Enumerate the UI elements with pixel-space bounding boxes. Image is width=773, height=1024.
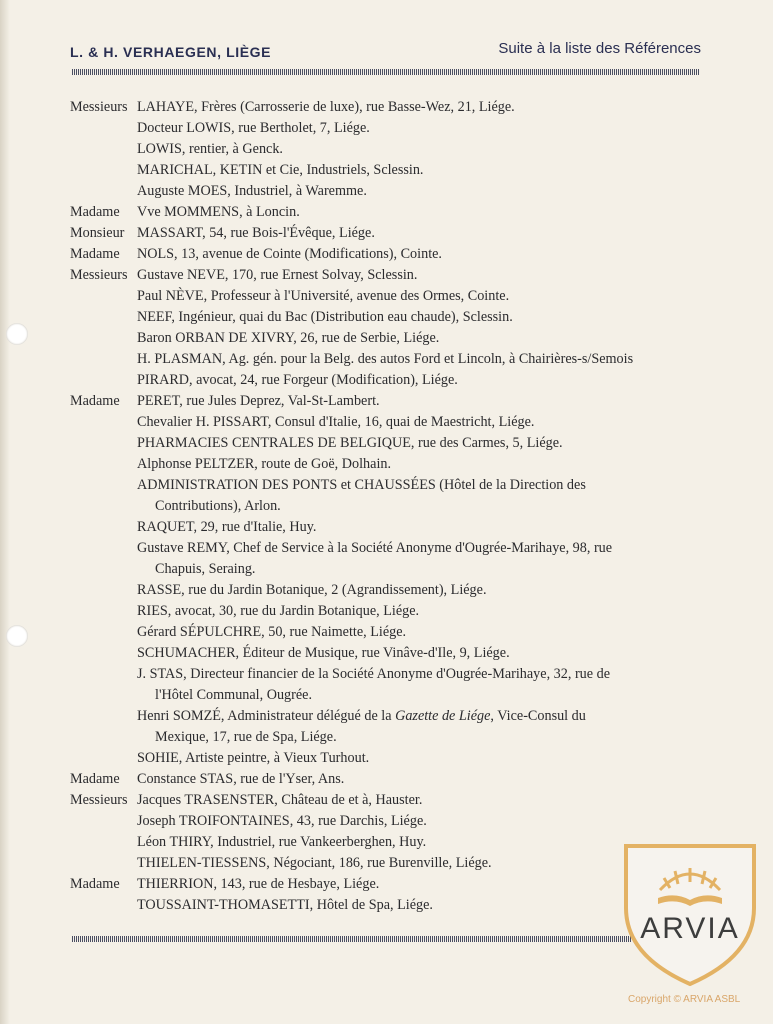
entry-salutation: Madame (70, 876, 120, 892)
reference-entry (70, 265, 702, 286)
entry-text: TOUSSAINT-THOMASETTI, Hôtel de Spa, Liége. (137, 897, 433, 913)
entry-text: PIRARD, avocat, 24, rue Forgeur (Modification), Liége. (137, 372, 458, 388)
entry-text: MASSART, 54, rue Bois-l'Évêque, Liége. (137, 225, 375, 241)
entry-text: ADMINISTRATION DES PONTS et CHAUSSÉES (Hôtel de la Direction des (137, 477, 586, 493)
reference-entry (70, 328, 702, 349)
bottom-rule (72, 936, 632, 942)
reference-entry (70, 769, 702, 790)
entry-text (137, 706, 702, 727)
entry-italic-title: Gazette de Liége (395, 708, 491, 724)
reference-entry (70, 97, 702, 118)
reference-entry (70, 181, 702, 202)
entry-text: PHARMACIES CENTRALES DE BELGIQUE, rue des Carmes, 5, Liége. (137, 435, 563, 451)
entry-text: Joseph TROIFONTAINES, 43, rue Darchis, Liége. (137, 813, 427, 829)
reference-entry (70, 748, 702, 769)
reference-entry (70, 895, 702, 916)
reference-entry (70, 223, 702, 244)
entry-salutation: Monsieur (70, 225, 125, 241)
copyright-notice: Copyright © ARVIA ASBL (628, 994, 741, 1005)
reference-entry (70, 139, 702, 160)
references-list (70, 97, 702, 916)
entry-text: Gustave NEVE, 170, rue Ernest Solvay, Sclessin. (137, 267, 418, 283)
entry-text: Chevalier H. PISSART, Consul d'Italie, 16, quai de Maestricht, Liége. (137, 414, 535, 430)
reference-entry (70, 307, 702, 328)
reference-entry (70, 160, 702, 181)
entry-text: THIELEN-TIESSENS, Négociant, 186, rue Burenville, Liége. (137, 855, 492, 871)
reference-entry (70, 118, 702, 139)
entry-text: J. STAS, Directeur financier de la Société Anonyme d'Ougrée-Marihaye, 32, rue de (137, 666, 610, 682)
entry-text: Paul NÈVE, Professeur à l'Université, avenue des Ormes, Cointe. (137, 288, 510, 304)
reference-entry (70, 538, 702, 580)
entry-text: NOLS, 13, avenue de Cointe (Modifications), Cointe. (137, 246, 442, 262)
entry-text: SOHIE, Artiste peintre, à Vieux Turhout. (137, 750, 370, 766)
reference-entry (70, 454, 702, 475)
entry-text: PERET, rue Jules Deprez, Val-St-Lambert. (137, 393, 380, 409)
reference-entry (70, 790, 702, 811)
entry-text: Baron ORBAN DE XIVRY, 26, rue de Serbie, Liége. (137, 330, 440, 346)
reference-entry (70, 811, 702, 832)
entry-text: Gérard SÉPULCHRE, 50, rue Naimette, Liége. (137, 624, 407, 640)
entry-text: NEEF, Ingénieur, quai du Bac (Distribution eau chaude), Sclessin. (137, 309, 513, 325)
reference-entry (70, 370, 702, 391)
reference-entry (70, 412, 702, 433)
entry-text-part: Henri SOMZÉ, Administrateur délégué de la (137, 708, 396, 724)
top-rule (72, 69, 700, 75)
reference-entry (70, 874, 702, 895)
reference-entry (70, 349, 702, 370)
logo-text: ARVIA (640, 912, 740, 945)
entry-text: Constance STAS, rue de l'Yser, Ans. (137, 771, 345, 787)
reference-entry (70, 517, 702, 538)
entry-continuation: Contributions), Arlon. (155, 498, 281, 514)
reference-entry (70, 706, 702, 748)
header-company: L. & H. VERHAEGEN, LIÈGE (70, 44, 272, 60)
entry-text: Jacques TRASENSTER, Château de et à, Hauster. (137, 792, 423, 808)
entry-text: RAQUET, 29, rue d'Italie, Huy. (137, 519, 317, 535)
reference-entry (70, 580, 702, 601)
entry-text: Vve MOMMENS, à Loncin. (137, 204, 300, 220)
reference-entry (70, 391, 702, 412)
entry-salutation: Messieurs (70, 99, 128, 115)
entry-continuation: Chapuis, Seraing. (155, 561, 256, 577)
entry-salutation: Madame (70, 771, 120, 787)
reference-entry (70, 244, 702, 265)
entry-text: Docteur LOWIS, rue Bertholet, 7, Liége. (137, 120, 370, 136)
entry-text: Léon THIRY, Industriel, rue Vankeerberghen, Huy. (137, 834, 427, 850)
entry-text: LAHAYE, Frères (Carrosserie de luxe), rue Basse-Wez, 21, Liége. (137, 99, 515, 115)
entry-text: RIES, avocat, 30, rue du Jardin Botanique, Liége. (137, 603, 420, 619)
punch-hole (6, 625, 28, 647)
entry-continuation: l'Hôtel Communal, Ougrée. (155, 687, 313, 703)
reference-entry (70, 643, 702, 664)
entry-text: MARICHAL, KETIN et Cie, Industriels, Sclessin. (137, 162, 424, 178)
entry-text: Auguste MOES, Industriel, à Waremme. (137, 183, 367, 199)
reference-entry (70, 664, 702, 706)
reference-entry (70, 475, 702, 517)
reference-entry (70, 202, 702, 223)
page-edge (0, 0, 10, 1024)
page-header (70, 40, 701, 64)
punch-hole (6, 323, 28, 345)
entry-salutation: Madame (70, 204, 120, 220)
entry-text: Alphonse PELTZER, route de Goë, Dolhain. (137, 456, 392, 472)
entry-text-part: , Vice-Consul du (490, 708, 586, 724)
entry-text: H. PLASMAN, Ag. gén. pour la Belg. des autos Ford et Lincoln, à Chairières-s/Semois (137, 351, 634, 367)
entry-text: Gustave REMY, Chef de Service à la Société Anonyme d'Ougrée-Marihaye, 98, rue (137, 540, 613, 556)
reference-entry (70, 601, 702, 622)
entry-text: THIERRION, 143, rue de Hesbaye, Liége. (137, 876, 380, 892)
reference-entry (70, 433, 702, 454)
reference-entry (70, 622, 702, 643)
entry-salutation: Messieurs (70, 267, 128, 283)
entry-text: LOWIS, rentier, à Genck. (137, 141, 283, 157)
reference-entry (70, 286, 702, 307)
entry-text: SCHUMACHER, Éditeur de Musique, rue Vinâve-d'Ile, 9, Liége. (137, 645, 510, 661)
entry-continuation: Mexique, 17, rue de Spa, Liége. (155, 729, 337, 745)
reference-entry (70, 832, 702, 853)
header-title: Suite à la liste des Références (498, 40, 701, 57)
entry-salutation: Messieurs (70, 792, 128, 808)
entry-salutation: Madame (70, 393, 120, 409)
reference-entry (70, 853, 702, 874)
entry-salutation: Madame (70, 246, 120, 262)
entry-text: RASSE, rue du Jardin Botanique, 2 (Agrandissement), Liége. (137, 582, 487, 598)
